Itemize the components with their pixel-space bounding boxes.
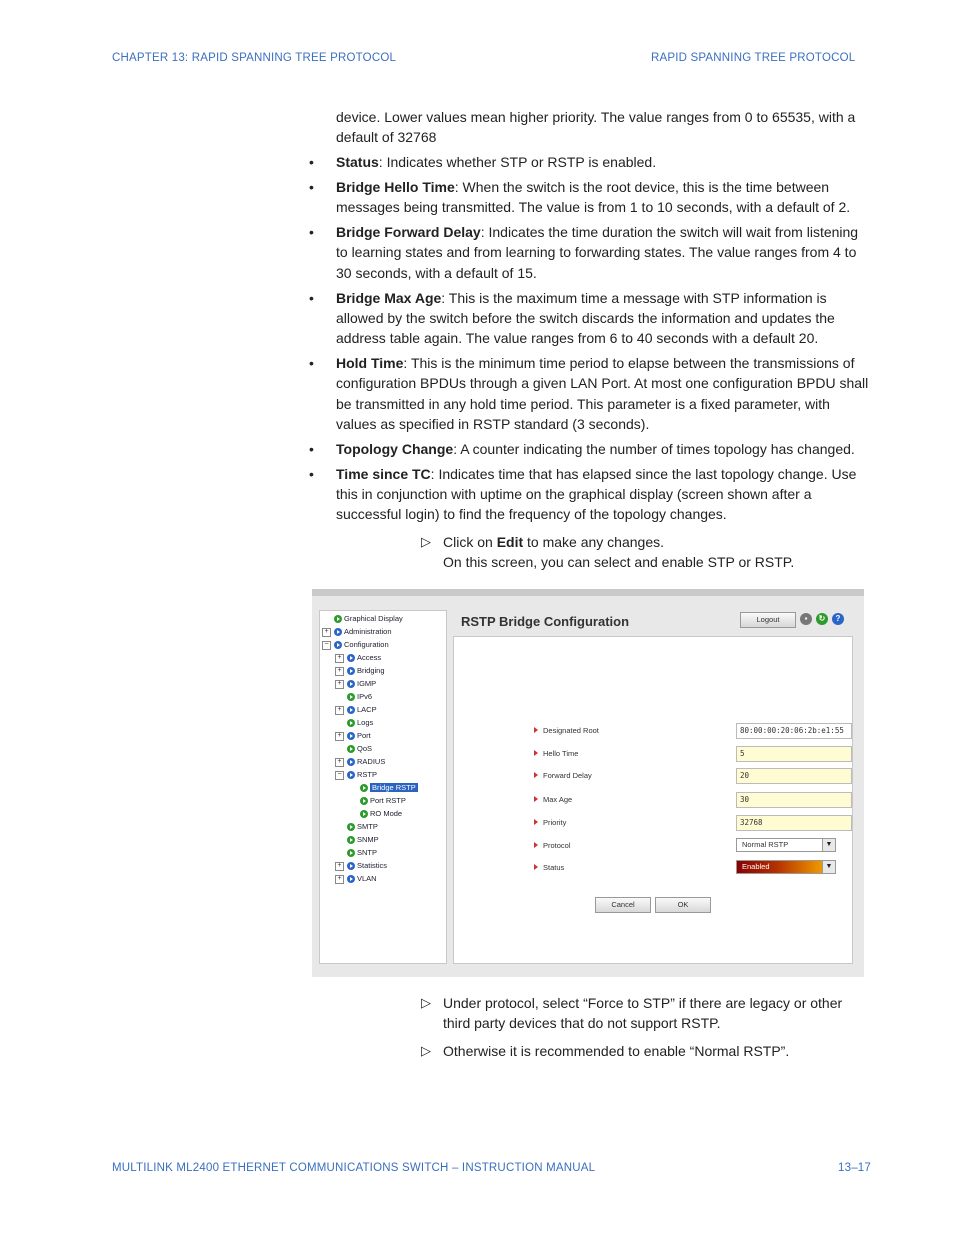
expand-icon[interactable]: + — [335, 680, 344, 689]
step-arrow-icon: ▷ — [421, 534, 431, 549]
help-icon[interactable]: ? — [832, 613, 844, 625]
page-number: 13–17 — [838, 1162, 871, 1174]
tree-item-igmp[interactable]: + IGMP — [335, 678, 376, 690]
step-protocol-note: ▷ Under protocol, select “Force to STP” if there are legacy or other third party devices that do not support RSTP. — [421, 995, 843, 1032]
designated-root-field: 80:00:00:20:06:2b:e1:55 — [736, 723, 852, 739]
logout-button[interactable]: Logout — [740, 612, 796, 628]
collapse-icon[interactable]: − — [322, 641, 331, 650]
tree-item-snmp[interactable]: SNMP — [347, 834, 379, 846]
arrow-icon — [534, 842, 538, 848]
intro-line-1: device. Lower values mean higher priority. The value ranges from 0 to 65535, with a — [336, 109, 856, 125]
config-panel — [453, 636, 853, 964]
tree-item-rstp[interactable]: − RSTP — [335, 769, 377, 781]
list-item: • Bridge Hello Time: When the switch is the root device, this is the time between messages being transmitted. The value is from 1 to 10 seconds, with a default of 2. — [309, 178, 851, 216]
designated-root-label: Designated Root — [543, 726, 599, 735]
tree-item-statistics[interactable]: + Statistics — [335, 860, 387, 872]
folder-icon — [347, 654, 355, 662]
status-label: Status — [543, 863, 565, 872]
folder-icon — [347, 706, 355, 714]
bullet-icon: • — [309, 178, 314, 195]
bullet-icon: • — [309, 465, 314, 482]
bullet-icon: • — [309, 355, 314, 372]
tree-item-sntp[interactable]: SNTP — [347, 847, 377, 859]
step-arrow-icon: ▷ — [421, 995, 431, 1010]
arrow-icon — [534, 727, 538, 733]
arrow-icon — [534, 750, 538, 756]
expand-icon[interactable]: + — [335, 706, 344, 715]
page-icon — [347, 836, 355, 844]
page-icon — [347, 719, 355, 727]
tree-item-radius[interactable]: + RADIUS — [335, 756, 385, 768]
tree-item-lacp[interactable]: + LACP — [335, 704, 377, 716]
folder-icon — [347, 771, 355, 779]
page-icon — [347, 745, 355, 753]
rstp-config-screenshot — [312, 589, 864, 977]
list-item: • Bridge Forward Delay: Indicates the time duration the switch will wait from listening to learning states and from learning to forwarding states. The value ranges from 4 to 30 seconds, with a default of 15. — [309, 224, 859, 281]
page-icon — [360, 784, 368, 792]
tree-item-port[interactable]: + Port — [335, 730, 371, 742]
priority-label: Priority — [543, 818, 567, 827]
folder-icon — [347, 862, 355, 870]
hello-time-label: Hello Time — [543, 749, 579, 758]
expand-icon[interactable]: + — [322, 628, 331, 637]
priority-input[interactable]: 32768 — [736, 815, 852, 831]
tree-item-graphical-display[interactable]: Graphical Display — [334, 613, 403, 625]
intro-paragraph — [336, 107, 870, 148]
page-icon — [347, 849, 355, 857]
tree-item-smtp[interactable]: SMTP — [347, 821, 378, 833]
expand-icon[interactable]: + — [335, 875, 344, 884]
expand-icon[interactable]: + — [335, 758, 344, 767]
intro-line-2: default of 32768 — [336, 129, 437, 146]
folder-icon — [334, 628, 342, 636]
page-icon — [347, 693, 355, 701]
step-recommendation: ▷ Otherwise it is recommended to enable “Normal RSTP”. — [421, 1041, 871, 1061]
forward-delay-input[interactable]: 20 — [736, 768, 852, 784]
expand-icon[interactable]: + — [335, 654, 344, 663]
tree-item-access[interactable]: + Access — [335, 652, 381, 664]
bullet-icon: • — [309, 289, 314, 306]
tree-item-logs[interactable]: Logs — [347, 717, 373, 729]
save-icon[interactable]: ▪ — [800, 613, 812, 625]
forward-delay-label: Forward Delay — [543, 771, 592, 780]
tree-item-qos[interactable]: QoS — [347, 743, 372, 755]
bullet-icon: • — [309, 224, 314, 241]
bullet-icon: • — [309, 440, 314, 457]
tree-item-ipv6[interactable]: IPv6 — [347, 691, 372, 703]
tree-item-vlan[interactable]: + VLAN — [335, 873, 377, 885]
hello-time-input[interactable]: 5 — [736, 746, 852, 762]
tree-item-administration[interactable]: + Administration — [322, 626, 392, 638]
page-title: RSTP Bridge Configuration — [461, 614, 630, 629]
arrow-icon — [534, 864, 538, 870]
chevron-down-icon[interactable]: ▼ — [822, 839, 835, 851]
max-age-input[interactable]: 30 — [736, 792, 852, 808]
arrow-icon — [534, 819, 538, 825]
header-chapter: CHAPTER 13: RAPID SPANNING TREE PROTOCOL — [112, 52, 397, 64]
footer-title: MULTILINK ML2400 ETHERNET COMMUNICATIONS SWITCH – INSTRUCTION MANUAL — [112, 1162, 596, 1174]
folder-icon — [347, 680, 355, 688]
folder-icon — [347, 732, 355, 740]
arrow-icon — [534, 796, 538, 802]
list-item: • Topology Change: A counter indicating the number of times topology has changed. — [308, 439, 870, 459]
tree-item-configuration[interactable]: − Configuration — [322, 639, 389, 651]
folder-icon — [347, 667, 355, 675]
ok-button[interactable]: OK — [655, 897, 711, 913]
tree-item-bridge-rstp[interactable]: Bridge RSTP — [360, 782, 418, 794]
bullet-icon: • — [309, 154, 314, 170]
page-icon — [334, 615, 342, 623]
arrow-icon — [534, 772, 538, 778]
expand-icon[interactable]: + — [335, 862, 344, 871]
list-item: • Time since TC: Indicates time that has elapsed since the last topology change. Use this in conjunction with uptime on the graphical display (screen shown after a successful login) to find the frequency of the topology changes. — [309, 465, 857, 523]
protocol-select[interactable]: Normal RSTP ▼ — [736, 838, 836, 852]
page-icon — [360, 797, 368, 805]
tree-item-port-rstp[interactable]: Port RSTP — [360, 795, 406, 807]
navigation-tree — [319, 610, 447, 964]
step-arrow-icon: ▷ — [421, 1043, 431, 1058]
list-item: • Bridge Max Age: This is the maximum time a message with STP information is allowed by the switch before the switch discards the information and updates the address table again. The value ranges from 6 to 40 seconds with a default 20. — [309, 289, 835, 347]
chevron-down-icon[interactable]: ▼ — [822, 861, 835, 873]
tree-item-bridging[interactable]: + Bridging — [335, 665, 385, 677]
refresh-icon[interactable]: ↻ — [816, 613, 828, 625]
cancel-button[interactable]: Cancel — [595, 897, 651, 913]
folder-icon — [334, 641, 342, 649]
header-section: RAPID SPANNING TREE PROTOCOL — [651, 52, 856, 64]
protocol-label: Protocol — [543, 841, 571, 850]
max-age-label: Max Age — [543, 795, 573, 804]
expand-icon[interactable]: + — [335, 667, 344, 676]
expand-icon[interactable]: + — [335, 732, 344, 741]
folder-icon — [347, 758, 355, 766]
list-item: • Hold Time: This is the minimum time period to elapse between the transmissions of configuration BPDUs through a given LAN Port. At most one configuration BPDU shall be transmitted in any hold time period. This parameter is a fixed parameter, with values as specified in RSTP standard (3 seconds). — [309, 355, 869, 432]
collapse-icon[interactable]: − — [335, 771, 344, 780]
status-select[interactable]: Enabled ▼ — [736, 860, 836, 874]
list-item: • Status: Indicates whether STP or RSTP is enabled. — [308, 152, 870, 172]
parameter-list — [308, 152, 870, 529]
page-icon — [360, 810, 368, 818]
tree-item-ro-mode[interactable]: RO Mode — [360, 808, 402, 820]
folder-icon — [347, 875, 355, 883]
step-click-edit: ▷ Click on Edit to make any changes. On this screen, you can select and enable STP or RSTP. — [421, 534, 795, 571]
page-icon — [347, 823, 355, 831]
